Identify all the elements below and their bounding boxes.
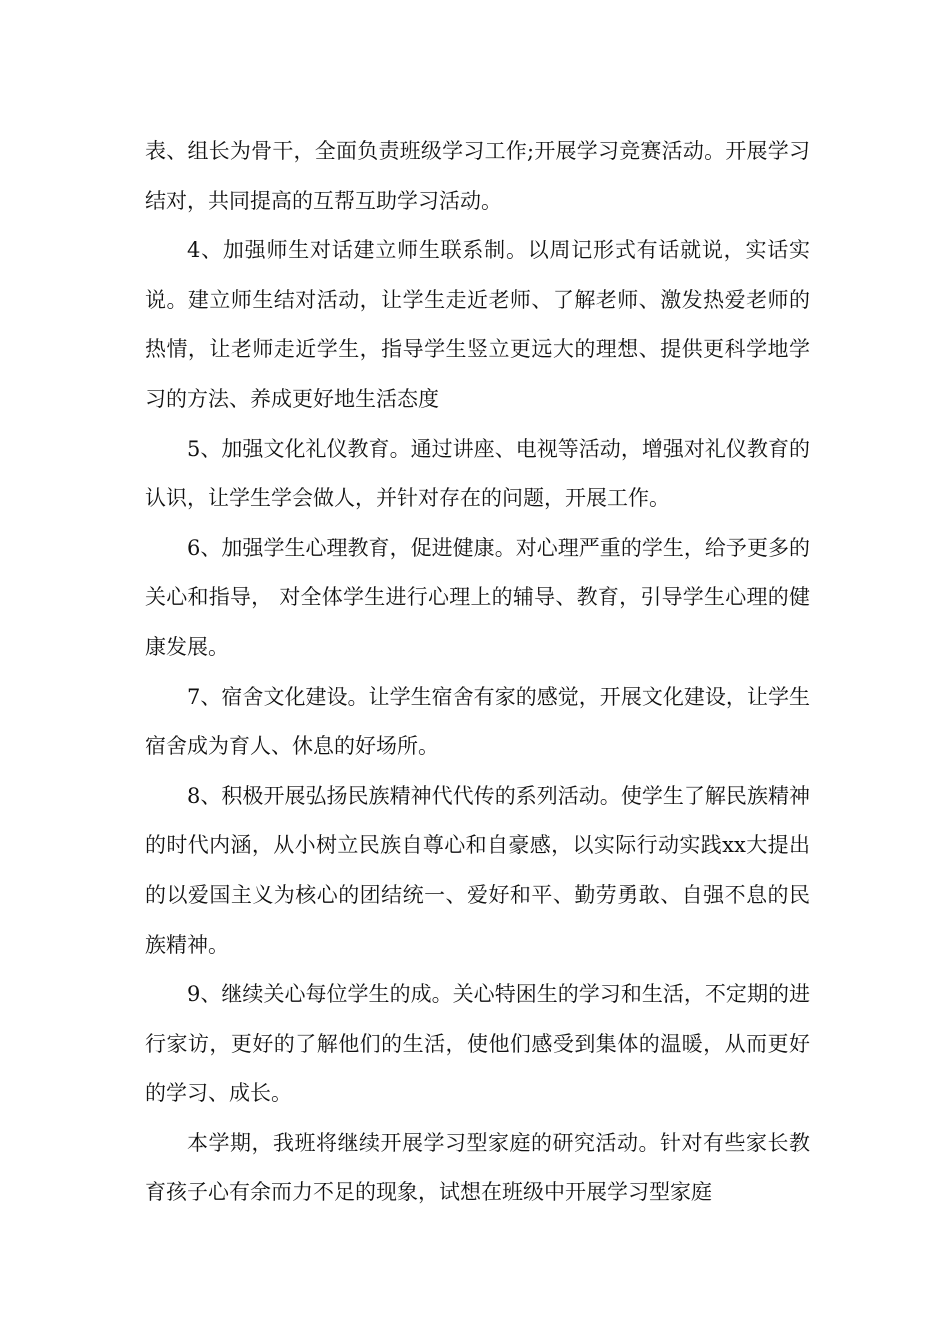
paragraph-item-6: 6、加强学生心理教育，促进健康。对心理严重的学生，给予更多的关心和指导， 对全体学生进行心理上的辅导、教育，引导学生心理的健康发展。 [145,535,810,659]
paragraph-continuation: 表、组长为骨干，全面负责班级学习工作;开展学习竞赛活动。开展学习结对，共同提高的互帮互助学习活动。 [145,139,810,213]
paragraph-item-4: 4、加强师生对话建立师生联系制。以周记形式有话就说，实话实说。建立师生结对活动，让学生走近老师、了解老师、激发热爱老师的热情，让老师走近学生，指导学生竖立更远大的理想、提供更科学地学习的方法、养成更好地生活态度 [145,238,810,411]
paragraph-item-7: 7、宿舍文化建设。让学生宿舍有家的感觉，开展文化建设，让学生宿舍成为育人、休息的好场所。 [145,684,810,759]
paragraph-item-8: 8、积极开展弘扬民族精神代代传的系列活动。使学生了解民族精神的时代内涵，从小树立民族自尊心和自豪感，以实际行动实践xx大提出的以爱国主义为核心的团结统一、爱好和平、勤劳勇敢、自强不息的民族精神。 [145,783,810,957]
paragraph-item-5: 5、加强文化礼仪教育。通过讲座、电视等活动，增强对礼仪教育的认识，让学生学会做人，并针对存在的问题，开展工作。 [145,436,810,511]
paragraph-item-9: 9、继续关心每位学生的成。关心特困生的学习和生活，不定期的进行家访，更好的了解他们的生活，使他们感受到集体的温暖，从而更好的学习、成长。 [145,982,810,1106]
document-body [145,127,810,1218]
paragraph-semester-plan: 本学期，我班将继续开展学习型家庭的研究活动。针对有些家长教育孩子心有余而力不足的现象，试想在班级中开展学习型家庭 [145,1130,810,1205]
